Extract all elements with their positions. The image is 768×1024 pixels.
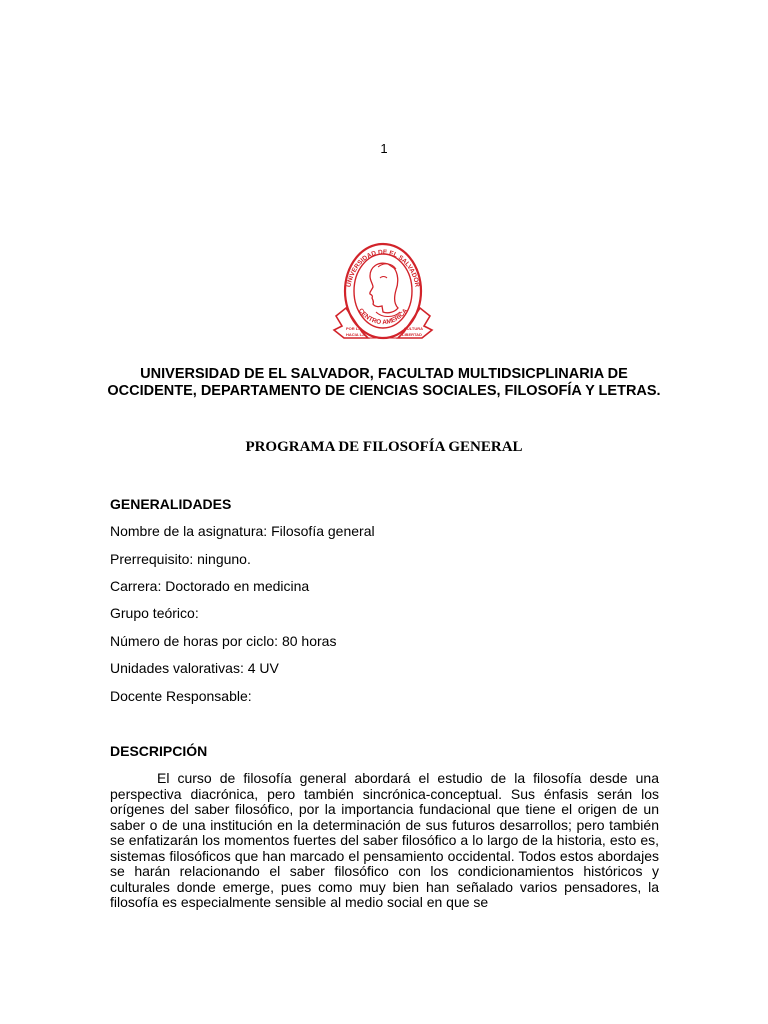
seal-text-bottom: CENTRO AMERICA xyxy=(356,307,410,327)
program-title: PROGRAMA DE FILOSOFÍA GENERAL xyxy=(245,439,523,455)
page-number: 1 xyxy=(380,141,388,156)
svg-text:UNIVERSIDAD DE EL SALVADOR xyxy=(345,249,420,288)
field-asignatura: Nombre de la asignatura: Filosofía general xyxy=(110,523,375,539)
seal-ribbon-right: LIBERTAD xyxy=(402,332,422,337)
field-grupo-teorico: Grupo teórico: xyxy=(110,605,199,621)
field-horas: Número de horas por ciclo: 80 horas xyxy=(110,633,337,649)
descripcion-heading: DESCRIPCIÓN xyxy=(110,743,208,759)
university-line-1: UNIVERSIDAD DE EL SALVADOR, FACULTAD MULTIDSICPLINARIA DE xyxy=(140,366,628,382)
field-carrera: Carrera: Doctorado en medicina xyxy=(110,578,310,594)
descripcion-paragraph: El curso de filosofía general abordará el estudio de la filosofía desde una perspectiva diacrónica, pero también sincrónica-conceptual. Sus énfasis serán los orígenes del saber filosófico, por la importancia fundacional que tiene el origen de un saber o de una institución en la determinación de sus futuros desarrollos; pero también se enfatizarán los momentos fuertes del saber filosófico a lo largo de la historia, esto es, sistemas filosóficos que han marcado el pensamiento occidental. Todos estos abordajes se harán relacionando el saber filosófico con los condicionamientos históricos y culturales donde emerge, pues como muy bien han señalado varios pensadores, la filosofía es especialmente sensible al medio social en que se xyxy=(110,770,659,910)
seal-ribbon-right-2: CULTURA xyxy=(404,326,424,331)
generalidades-heading: GENERALIDADES xyxy=(110,496,232,512)
university-heading xyxy=(80,366,688,400)
seal-ribbon-left-2: POR LA xyxy=(346,326,362,331)
seal-ribbon-left: HACIA LA xyxy=(346,332,365,337)
university-line-2: OCCIDENTE, DEPARTAMENTO DE CIENCIAS SOCIALES, FILOSOFÍA Y LETRAS. xyxy=(107,383,661,399)
university-seal-logo xyxy=(332,234,434,352)
field-unidades: Unidades valorativas: 4 UV xyxy=(110,660,279,676)
seal-text-top: UNIVERSIDAD DE EL SALVADOR xyxy=(345,248,421,288)
field-docente: Docente Responsable: xyxy=(110,688,252,704)
field-prerrequisito: Prerrequisito: ninguno. xyxy=(110,551,251,567)
